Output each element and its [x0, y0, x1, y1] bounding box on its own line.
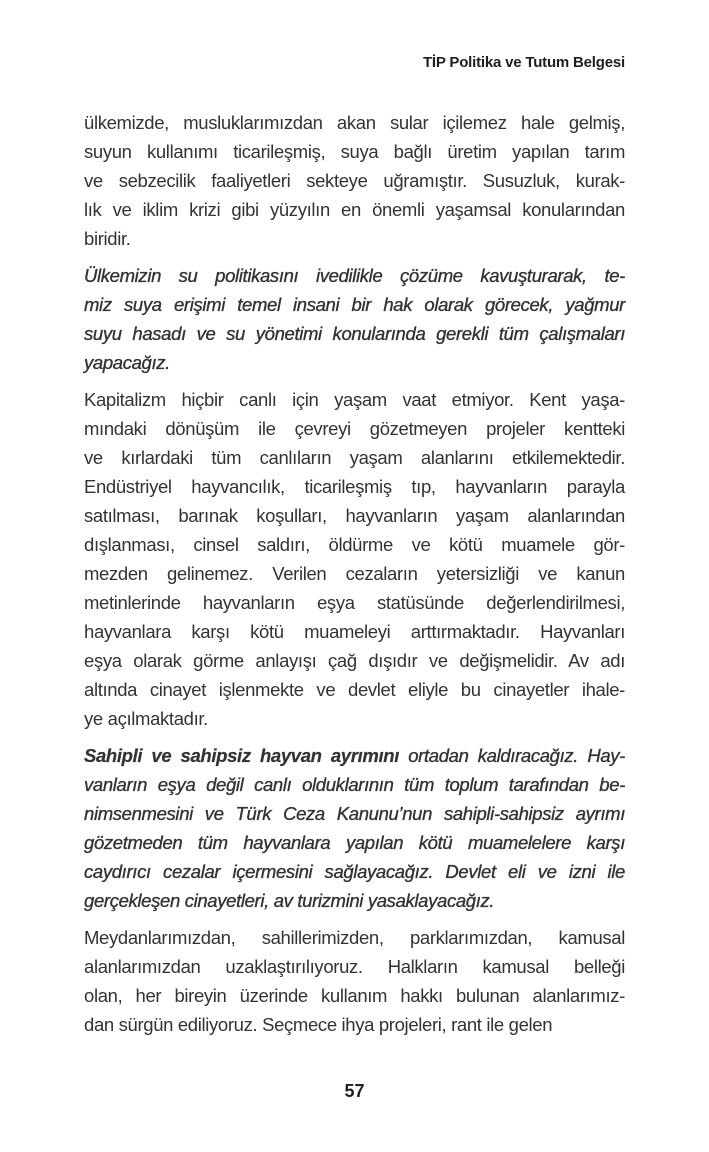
text-line: altında cinayet işlenmekte ve devlet eliyle bu cinayetler ihale- — [84, 679, 625, 700]
text-line: ülkemizde, musluklarımızdan akan sular içilemez hale gelmiş, — [84, 112, 625, 133]
text-line: yapacağız. — [84, 352, 170, 373]
paragraph-3 — [84, 385, 625, 733]
emphasis-lead: Sahipli ve sahipsiz hayvan ayrımını — [84, 745, 399, 766]
paragraph-2 — [84, 261, 625, 377]
text-line: ye açılmaktadır. — [84, 708, 208, 729]
running-header: TİP Politika ve Tutum Belgesi — [422, 54, 625, 71]
text-line: nimsenmesini ve Türk Ceza Kanunu’nun sahipli-sahipsiz ayrımı — [84, 803, 625, 824]
paragraph-4 — [84, 741, 625, 915]
text-line: suyu hasadı ve su yönetimi konularında gerekli tüm çalışmaları — [84, 323, 625, 344]
paragraph-1 — [84, 108, 625, 253]
text-line: vanların eşya değil canlı olduklarının tüm toplum tarafından be- — [84, 774, 625, 795]
text-line: eşya olarak görme anlayışı çağ dışıdır ve değişmelidir. Av adı — [84, 650, 625, 671]
text-line: biridir. — [84, 228, 131, 249]
text-line — [84, 741, 625, 770]
text-line: dışlanması, cinsel saldırı, öldürme ve kötü muamele gör- — [84, 534, 625, 555]
text-line: suyun kullanımı ticarileşmiş, suya bağlı üretim yapılan tarım — [84, 141, 625, 162]
text-line: mezden gelinemez. Verilen cezaların yetersizliği ve kanun — [84, 563, 625, 584]
text-line: gerçekleşen cinayetleri, av turizmini yasaklayacağız. — [84, 890, 495, 911]
text-segment: ortadan kaldıracağız. Hay- — [399, 745, 625, 766]
text-line: hayvanlara karşı kötü muameleyi arttırmaktadır. Hayvanları — [84, 621, 625, 642]
text-line: Ülkemizin su politikasını ivedilikle çözüme kavuşturarak, te- — [84, 265, 625, 286]
page-number: 57 — [344, 1081, 365, 1101]
text-line: Meydanlarımızdan, sahillerimizden, parklarımızdan, kamusal — [84, 927, 625, 948]
text-line: ve sebzecilik faaliyetleri sekteye uğramıştır. Susuzluk, kurak- — [84, 170, 625, 191]
text-line: dan sürgün ediliyoruz. Seçmece ihya projeleri, rant ile gelen — [84, 1014, 553, 1035]
text-line: mındaki dönüşüm ile çevreyi gözetmeyen projeler kentteki — [84, 418, 625, 439]
text-line: olan, her bireyin üzerinde kullanım hakkı bulunan alanlarımız- — [84, 985, 625, 1006]
text-line: lık ve iklim krizi gibi yüzyılın en önemli yaşamsal konularından — [84, 199, 625, 220]
paragraph-5 — [84, 923, 625, 1039]
text-line: ve kırlardaki tüm canlıların yaşam alanlarını etkilemektedir. — [84, 447, 625, 468]
text-line: Endüstriyel hayvancılık, ticarileşmiş tıp, hayvanların parayla — [84, 476, 625, 497]
text-line: caydırıcı cezalar içermesini sağlayacağız. Devlet eli ve izni ile — [84, 861, 625, 882]
page-body — [84, 108, 625, 1039]
text-line: satılması, barınak koşulları, hayvanların yaşam alanlarından — [84, 505, 625, 526]
text-line: metinlerinde hayvanların eşya statüsünde değerlendirilmesi, — [84, 592, 625, 613]
page-footer — [0, 1081, 709, 1102]
text-line: Kapitalizm hiçbir canlı için yaşam vaat etmiyor. Kent yaşa- — [84, 389, 625, 410]
text-line: alanlarımızdan uzaklaştırılıyoruz. Halkların kamusal belleği — [84, 956, 625, 977]
text-line: gözetmeden tüm hayvanlara yapılan kötü muamelelere karşı — [84, 832, 625, 853]
text-line: miz suya erişimi temel insani bir hak olarak görecek, yağmur — [84, 294, 625, 315]
